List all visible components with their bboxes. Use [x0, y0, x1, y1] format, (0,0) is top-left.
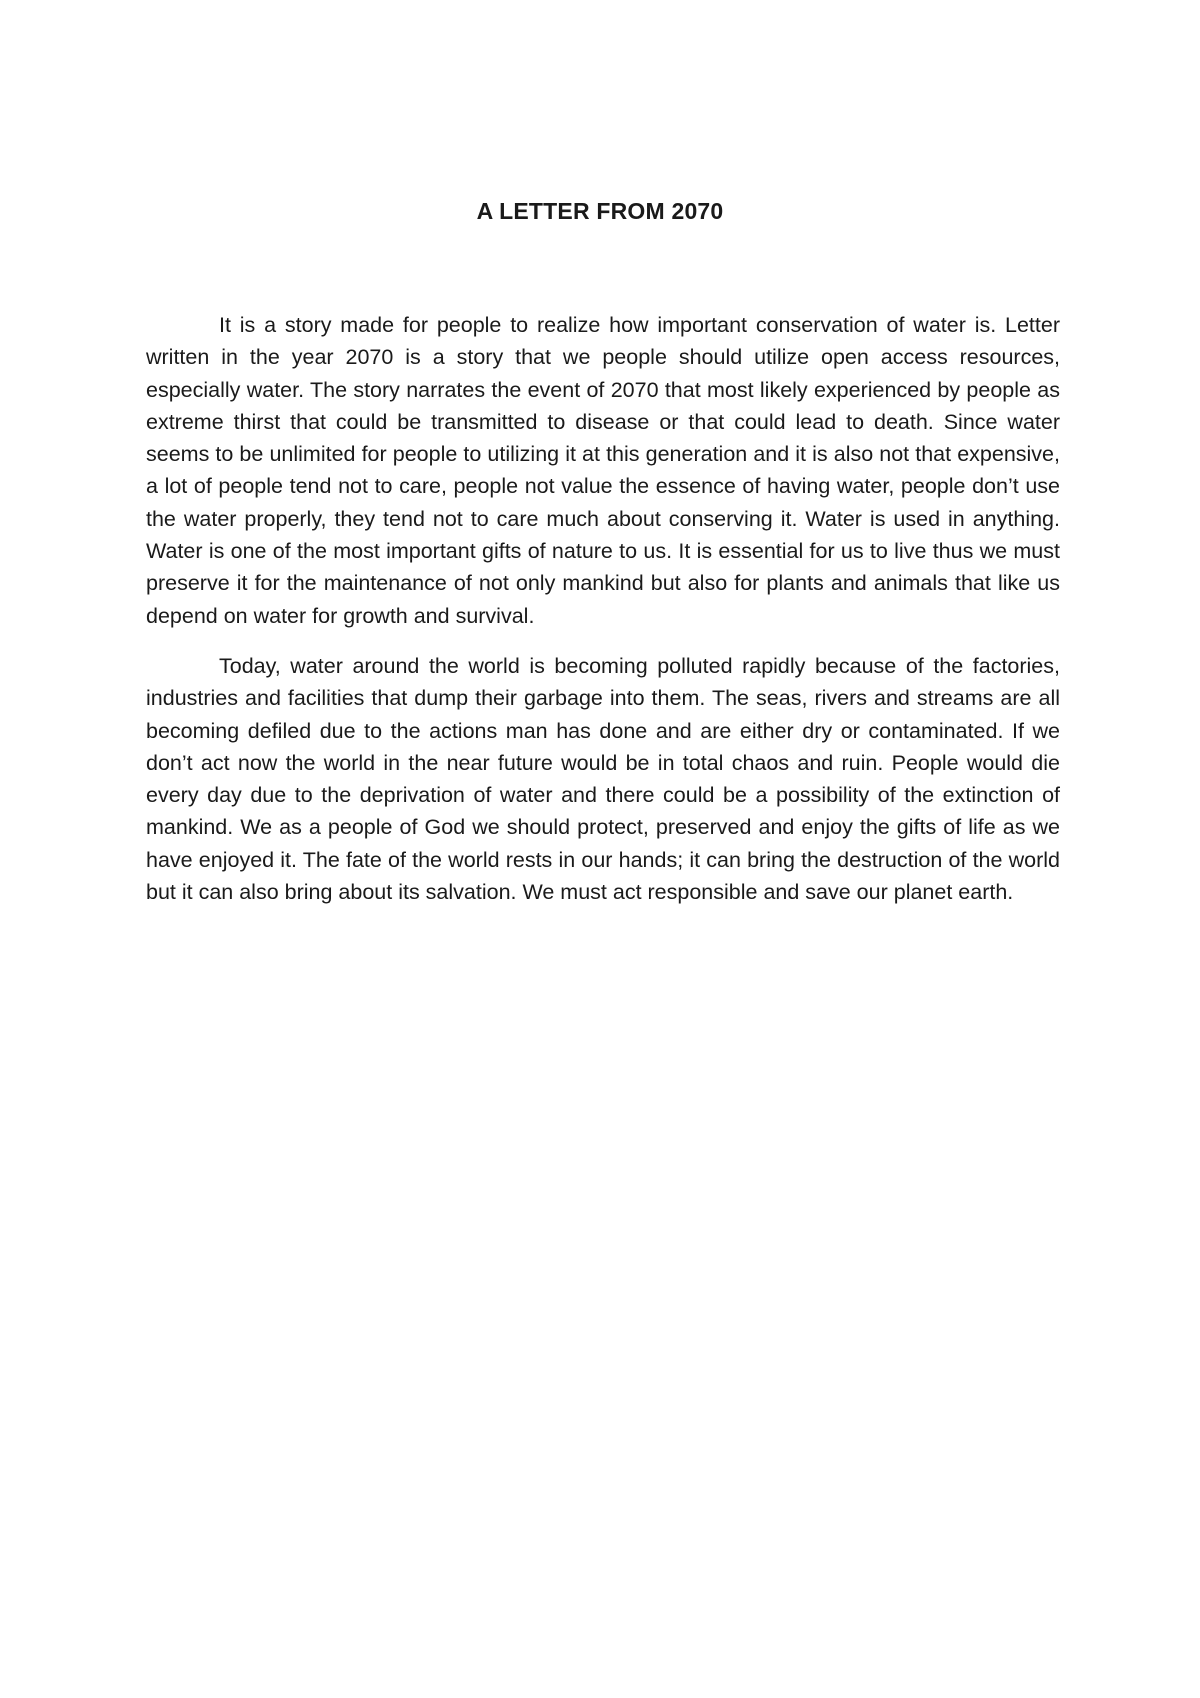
document-title: A LETTER FROM 2070 — [476, 198, 724, 224]
document-body — [146, 309, 1060, 926]
paragraph-1: It is a story made for people to realize how important conservation of water is. Letter written in the year 2070 is a story that we people should utilize open access resources, especially water. The story narrates the event of 2070 that most likely experienced by people as extreme thirst that could be transmitted to disease or that could lead to death. Since water seems to be unlimited for people to utilizing it at this generation and it is also not that expensive, a lot of people tend not to care, people not value the essence of having water, people don’t use the water properly, they tend not to care much about conserving it. Water is used in anything. Water is one of the most important gifts of nature to us. It is essential for us to live thus we must preserve it for the maintenance of not only mankind but also for plants and animals that like us depend on water for growth and survival. — [146, 313, 1060, 628]
paragraph-2: Today, water around the world is becoming polluted rapidly because of the factories, industries and facilities that dump their garbage into them. The seas, rivers and streams are all becoming defiled due to the actions man has done and are either dry or contaminated. If we don’t act now the world in the near future would be in total chaos and ruin. People would die every day due to the deprivation of water and there could be a possibility of the extinction of mankind. We as a people of God we should protect, preserved and enjoy the gifts of life as we have enjoyed it. The fate of the world rests in our hands; it can bring the destruction of the world but it can also bring about its salvation. We must act responsible and save our planet earth. — [146, 653, 1060, 905]
